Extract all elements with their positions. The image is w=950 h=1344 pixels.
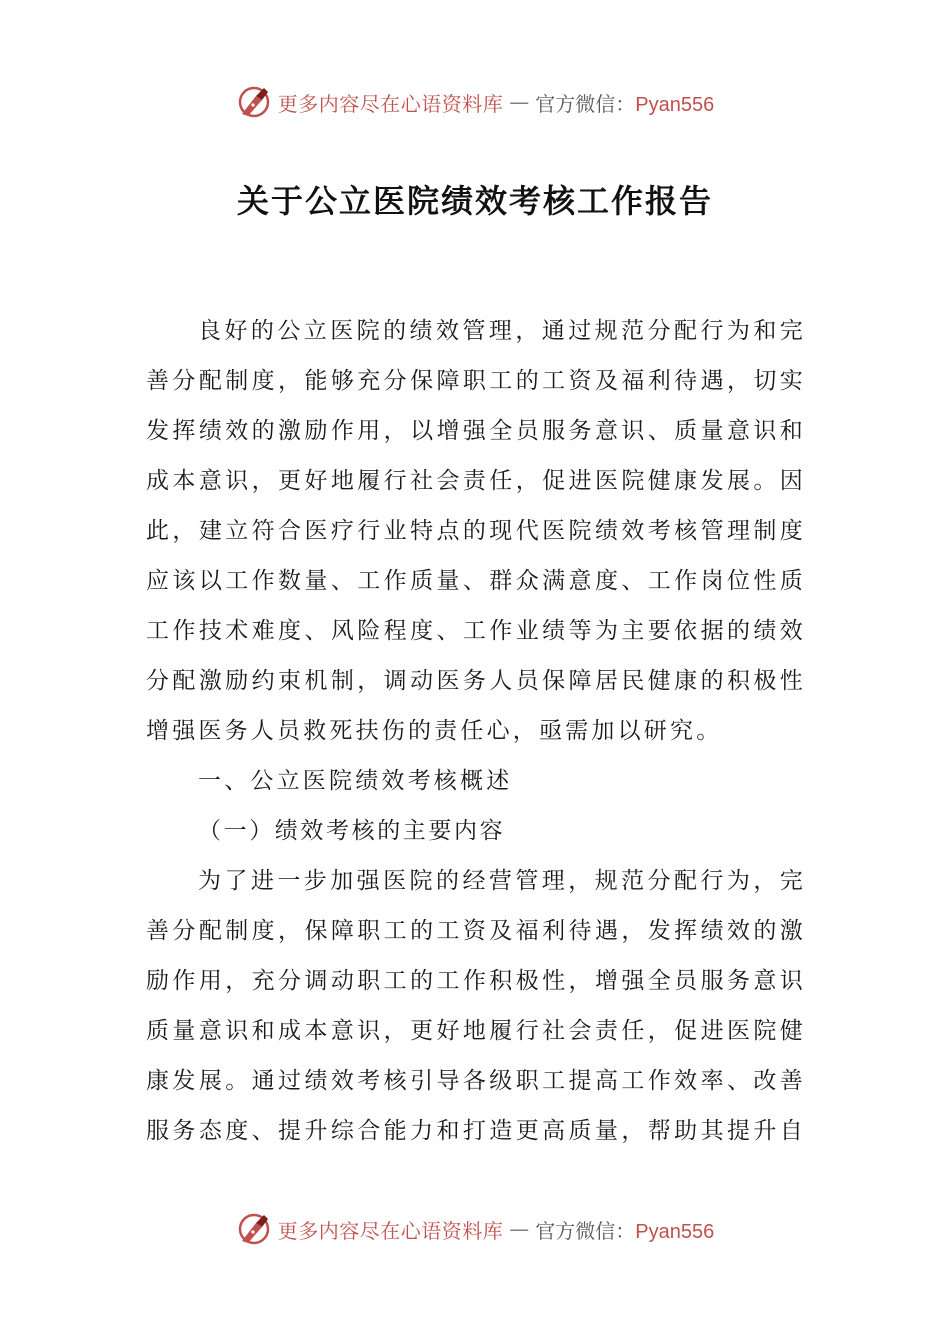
watermark-contact-id: Pyan556 xyxy=(635,93,715,116)
watermark-contact-label: 官方微信： xyxy=(535,1218,636,1243)
paragraph-line: 应该以工作数量、工作质量、群众满意度、工作岗位性质 xyxy=(146,568,806,594)
header-watermark xyxy=(0,84,950,120)
paragraph-line: 工作技术难度、风险程度、工作业绩等为主要依据的绩效 xyxy=(146,618,806,644)
paragraph-line: 励作用，充分调动职工的工作积极性，增强全员服务意识 xyxy=(146,968,806,994)
watermark-contact xyxy=(535,1215,714,1244)
paragraph-line: 康发展。通过绩效考核引导各级职工提高工作效率、改善 xyxy=(146,1068,806,1094)
watermark-contact xyxy=(535,88,714,117)
document-body xyxy=(146,306,806,1156)
paragraph-line: 善分配制度，能够充分保障职工的工资及福利待遇，切实 xyxy=(146,368,806,394)
watermark-dash: — xyxy=(509,1217,530,1241)
pen-nib-logo-icon xyxy=(236,84,272,120)
paragraph-line: 分配激励约束机制，调动医务人员保障居民健康的积极性 xyxy=(146,668,806,694)
paragraph-line: 质量意识和成本意识，更好地履行社会责任，促进医院健 xyxy=(146,1018,806,1044)
paragraph-line: 成本意识，更好地履行社会责任，促进医院健康发展。因 xyxy=(146,468,806,494)
paragraph-line: 服务态度、提升综合能力和打造更高质量，帮助其提升自 xyxy=(146,1118,806,1144)
paragraph-line: 发挥绩效的激励作用，以增强全员服务意识、质量意识和 xyxy=(146,418,806,444)
watermark-text: 更多内容尽在心语资料库 xyxy=(277,91,504,116)
watermark-contact-label: 官方微信： xyxy=(535,91,636,116)
section-heading: 一、公立医院绩效考核概述 xyxy=(198,768,513,794)
paragraph-line: 为了进一步加强医院的经营管理，规范分配行为，完 xyxy=(198,868,806,894)
subsection-heading: （一）绩效考核的主要内容 xyxy=(198,818,506,844)
pen-nib-logo-icon xyxy=(236,1211,272,1247)
document-title: 关于公立医院绩效考核工作报告 xyxy=(236,182,713,220)
paragraph-line: 善分配制度，保障职工的工资及福利待遇，发挥绩效的激 xyxy=(146,918,806,944)
watermark-dash: — xyxy=(509,90,530,114)
watermark-contact-id: Pyan556 xyxy=(635,1220,715,1243)
paragraph-line: 此，建立符合医疗行业特点的现代医院绩效考核管理制度 xyxy=(146,518,806,544)
paragraph-line: 良好的公立医院的绩效管理，通过规范分配行为和完 xyxy=(198,318,806,344)
paragraph-line: 增强医务人员救死扶伤的责任心，亟需加以研究。 xyxy=(146,718,723,744)
footer-watermark xyxy=(0,1211,950,1247)
watermark-text: 更多内容尽在心语资料库 xyxy=(277,1218,504,1243)
